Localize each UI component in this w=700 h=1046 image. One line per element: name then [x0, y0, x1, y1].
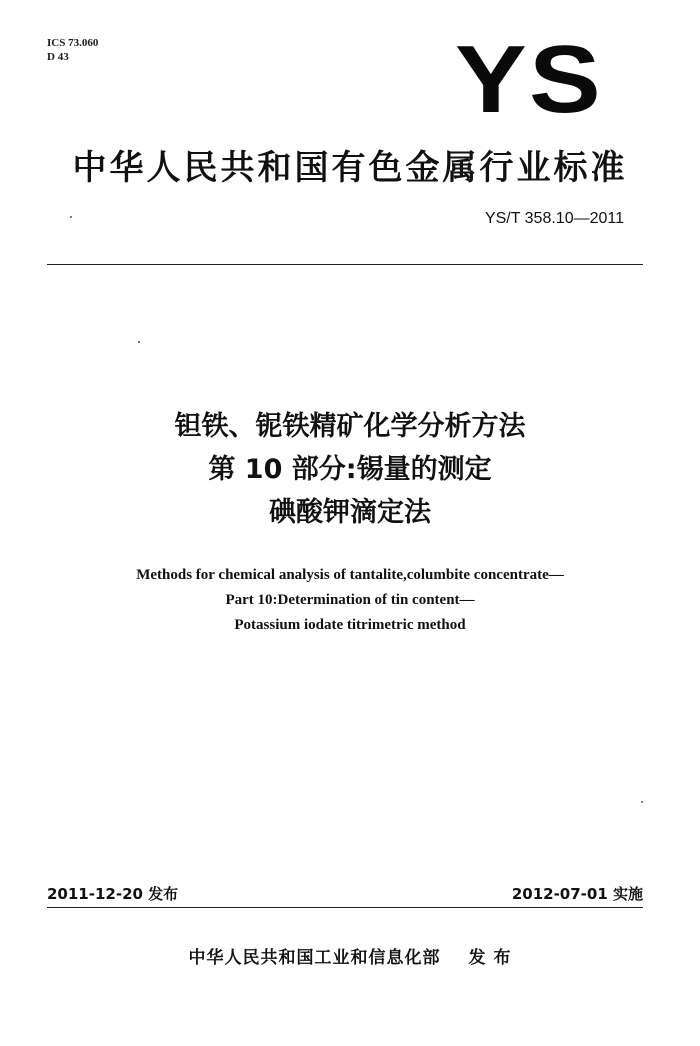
chinese-title	[0, 405, 700, 534]
issuing-authority	[0, 943, 700, 968]
english-title-line-3: Potassium iodate titrimetric method	[234, 617, 466, 633]
scan-speck	[70, 216, 72, 218]
top-divider	[47, 264, 643, 265]
issue-date: 2011-12-20 发布	[47, 885, 179, 903]
scan-speck	[138, 341, 140, 343]
standard-number: YS/T 358.10—2011	[484, 210, 624, 227]
scan-speck	[641, 801, 643, 803]
chinese-title-line-3: 碘酸钾滴定法	[269, 497, 431, 528]
ccs-code: D 43	[47, 51, 69, 63]
implementation-date: 2012-07-01 实施	[511, 885, 643, 903]
issuer-action: 发 布	[468, 948, 512, 968]
english-title-line-1: Methods for chemical analysis of tantalite,columbite concentrate—	[136, 567, 564, 583]
english-title-line-2: Part 10:Determination of tin content—	[225, 592, 475, 608]
chinese-title-line-2: 第 10 部分:锡量的测定	[208, 454, 492, 485]
english-title	[0, 563, 700, 638]
issuer-name: 中华人民共和国工业和信息化部	[188, 948, 441, 968]
ys-logo: YS	[455, 26, 603, 133]
chinese-title-line-1: 钽铁、铌铁精矿化学分析方法	[174, 411, 526, 442]
standard-title: 中华人民共和国有色金属行业标准	[72, 148, 628, 188]
bottom-divider	[47, 907, 643, 908]
classification-codes	[47, 36, 98, 64]
ics-code: ICS 73.060	[47, 37, 99, 49]
